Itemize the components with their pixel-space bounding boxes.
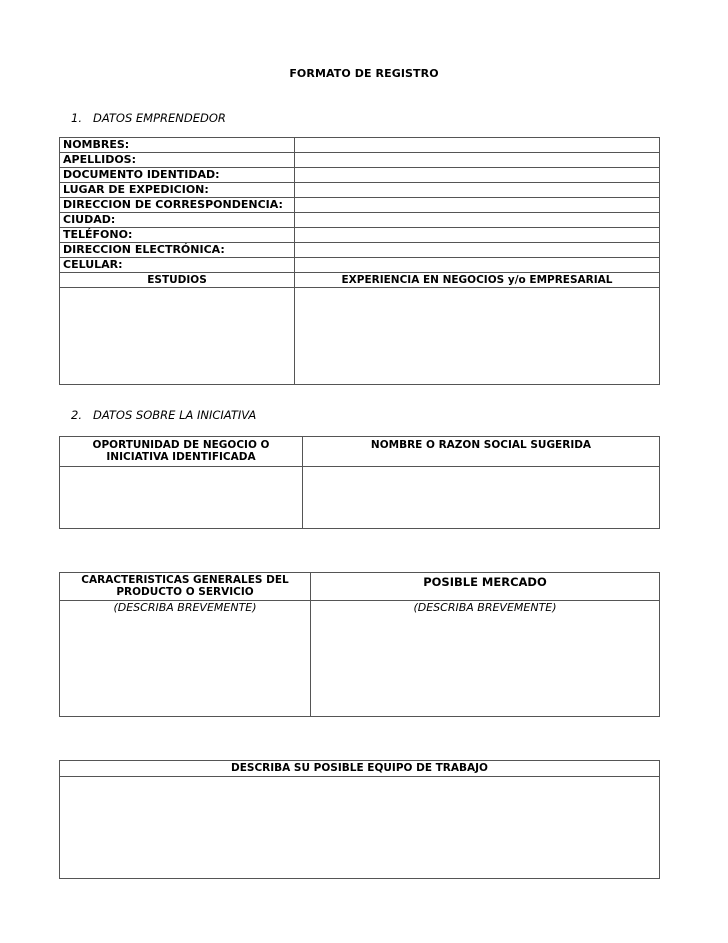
field-label: DOCUMENTO IDENTIDAD:: [60, 168, 295, 183]
field-label: NOMBRES:: [60, 138, 295, 153]
product-header: CARACTERISTICAS GENERALES DEL PRODUCTO O SERVICIO: [60, 573, 311, 601]
section-2-number: 2.: [71, 408, 82, 422]
field-value[interactable]: [295, 153, 660, 168]
team-table: [59, 760, 660, 879]
field-label: DIRECCION ELECTRÓNICA:: [60, 243, 295, 258]
field-row: [60, 183, 660, 198]
section-2-heading: [71, 408, 256, 422]
market-header: POSIBLE MERCADO: [311, 573, 660, 601]
studies-header: ESTUDIOS: [60, 273, 295, 288]
product-field[interactable]: [60, 601, 311, 717]
field-row: [60, 198, 660, 213]
field-row: [60, 243, 660, 258]
field-value[interactable]: [295, 243, 660, 258]
section-1-heading: [71, 111, 226, 125]
entrepreneur-table: [59, 137, 660, 385]
section-1-number: 1.: [71, 111, 82, 125]
field-label: CELULAR:: [60, 258, 295, 273]
field-value[interactable]: [295, 138, 660, 153]
field-value[interactable]: [295, 213, 660, 228]
experience-field[interactable]: [295, 288, 660, 385]
team-field[interactable]: [60, 777, 660, 879]
initiative-table: [59, 436, 660, 529]
field-label: CIUDAD:: [60, 213, 295, 228]
field-row: [60, 228, 660, 243]
field-value[interactable]: [295, 168, 660, 183]
company-name-header: NOMBRE O RAZON SOCIAL SUGERIDA: [303, 437, 660, 467]
opportunity-header: OPORTUNIDAD DE NEGOCIO O INICIATIVA IDENTIFICADA: [60, 437, 303, 467]
form-title: FORMATO DE REGISTRO: [289, 67, 439, 80]
company-name-field[interactable]: [303, 467, 660, 529]
product-subheader: (DESCRIBA BREVEMENTE): [113, 601, 257, 614]
field-label: LUGAR DE EXPEDICION:: [60, 183, 295, 198]
field-value[interactable]: [295, 183, 660, 198]
field-value[interactable]: [295, 198, 660, 213]
field-value[interactable]: [295, 228, 660, 243]
market-subheader: (DESCRIBA BREVEMENTE): [413, 601, 557, 614]
field-row: [60, 153, 660, 168]
section-2-title: DATOS SOBRE LA INICIATIVA: [93, 408, 257, 422]
field-label: APELLIDOS:: [60, 153, 295, 168]
opportunity-field[interactable]: [60, 467, 303, 529]
section-1-title: DATOS EMPRENDEDOR: [93, 111, 226, 125]
field-row: [60, 213, 660, 228]
experience-header: EXPERIENCIA EN NEGOCIOS y/o EMPRESARIAL: [295, 273, 660, 288]
team-header: DESCRIBA SU POSIBLE EQUIPO DE TRABAJO: [60, 761, 660, 777]
field-value[interactable]: [295, 258, 660, 273]
market-field[interactable]: [311, 601, 660, 717]
field-row: [60, 168, 660, 183]
field-label: TELÉFONO:: [60, 228, 295, 243]
product-market-table: [59, 572, 660, 717]
field-row: [60, 138, 660, 153]
field-label: DIRECCION DE CORRESPONDENCIA:: [60, 198, 295, 213]
studies-field[interactable]: [60, 288, 295, 385]
field-row: [60, 258, 660, 273]
